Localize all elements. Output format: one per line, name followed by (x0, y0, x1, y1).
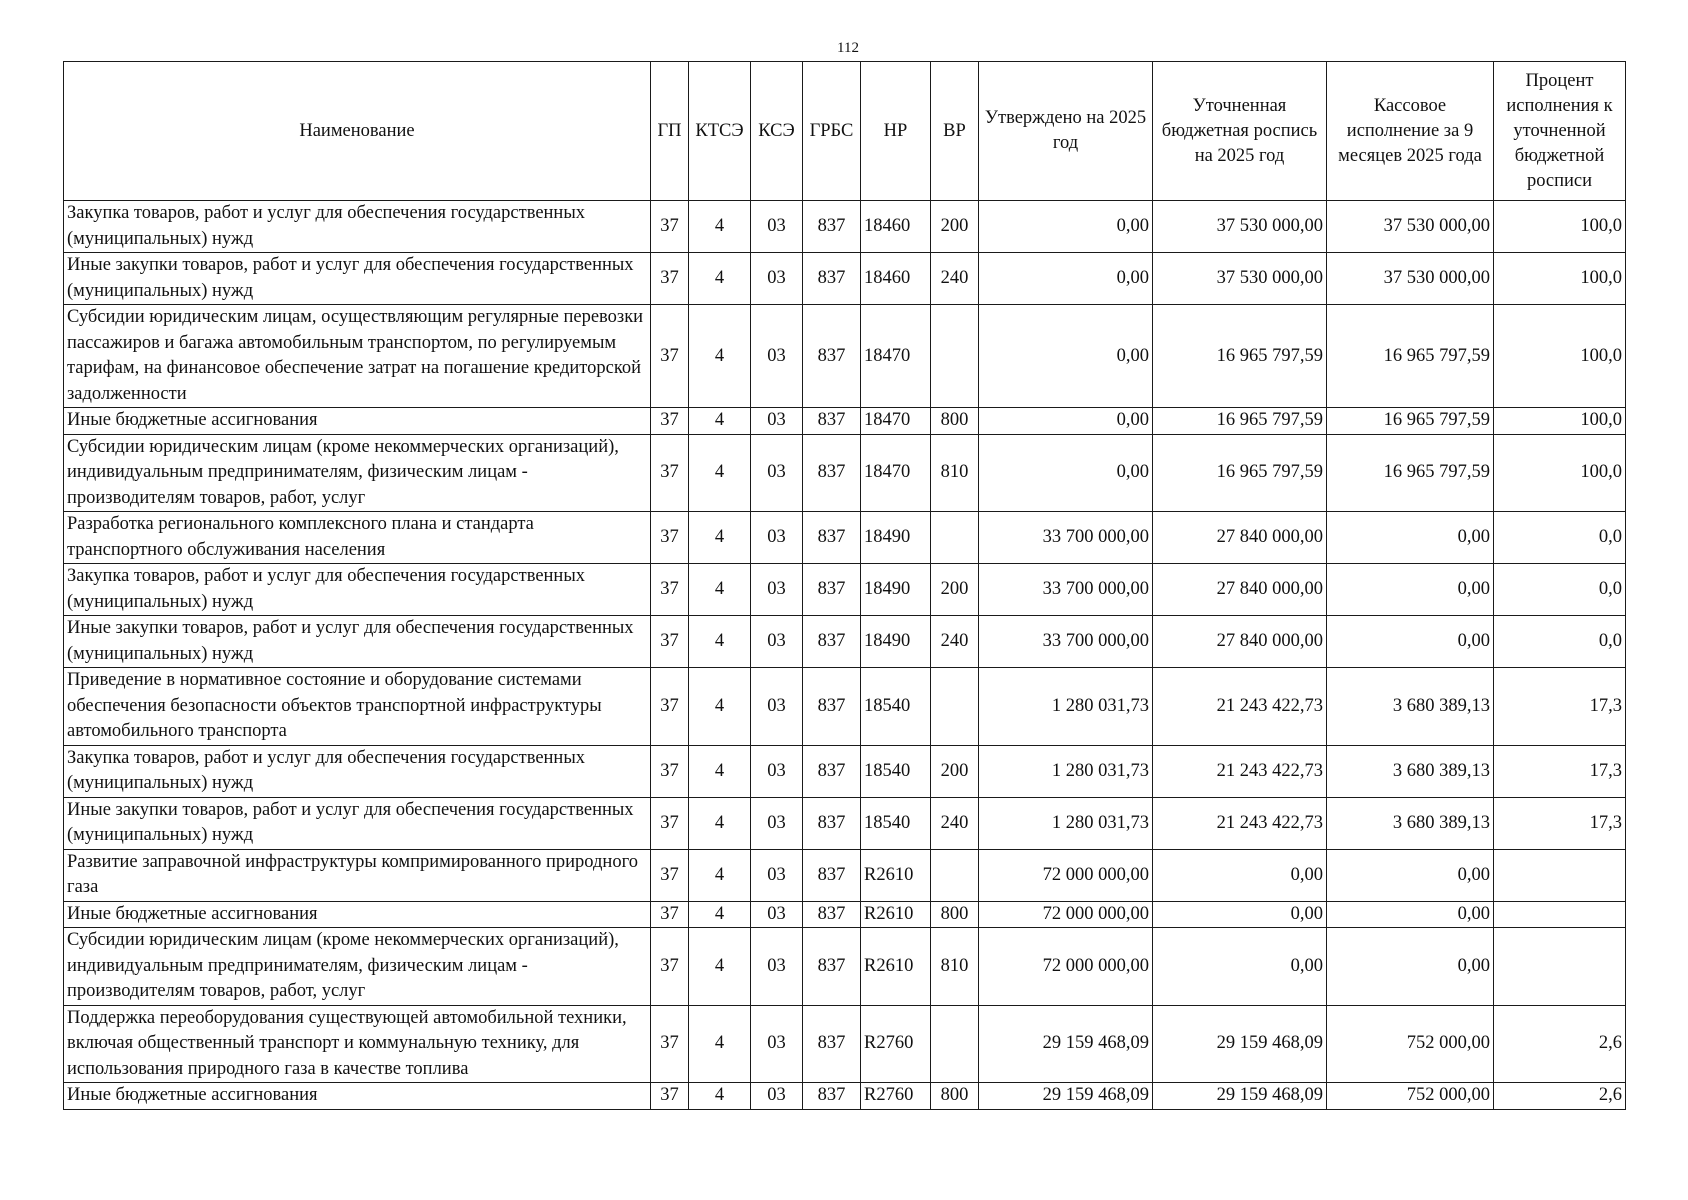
row-refined-cell: 0,00 (1153, 849, 1327, 901)
row-gp-cell: 37 (651, 797, 689, 849)
row-approved-cell: 0,00 (979, 201, 1153, 253)
row-kse-cell: 03 (751, 1083, 803, 1110)
row-refined-cell: 27 840 000,00 (1153, 512, 1327, 564)
table-row (64, 305, 1626, 408)
row-gp-cell: 37 (651, 745, 689, 797)
header-refined: Уточненная бюджетная роспись на 2025 год (1153, 62, 1327, 201)
row-nr-cell: 18490 (861, 564, 931, 616)
header-gp: ГП (651, 62, 689, 201)
row-name-cell: Субсидии юридическим лицам (кроме некоммерческих организаций), индивидуальным предпринимателям, физическим лицам - производителям товаров, работ, услуг (64, 434, 651, 512)
row-kse-cell: 03 (751, 901, 803, 928)
row-nr-cell: 18470 (861, 434, 931, 512)
row-cash-cell: 752 000,00 (1327, 1083, 1494, 1110)
row-refined-cell: 21 243 422,73 (1153, 668, 1327, 746)
table-row (64, 668, 1626, 746)
row-refined-cell: 0,00 (1153, 928, 1327, 1006)
row-approved-cell: 29 159 468,09 (979, 1083, 1153, 1110)
row-gp-cell: 37 (651, 305, 689, 408)
row-kse-cell: 03 (751, 616, 803, 668)
header-grbs: ГРБС (803, 62, 861, 201)
row-vr-cell (931, 849, 979, 901)
row-ktse-cell: 4 (689, 201, 751, 253)
row-ktse-cell: 4 (689, 745, 751, 797)
row-percent-cell: 100,0 (1494, 253, 1626, 305)
row-kse-cell: 03 (751, 564, 803, 616)
row-cash-cell: 37 530 000,00 (1327, 253, 1494, 305)
row-refined-cell: 29 159 468,09 (1153, 1083, 1327, 1110)
row-vr-cell (931, 668, 979, 746)
row-grbs-cell: 837 (803, 253, 861, 305)
row-grbs-cell: 837 (803, 849, 861, 901)
row-percent-cell: 2,6 (1494, 1005, 1626, 1083)
header-kse: КСЭ (751, 62, 803, 201)
row-approved-cell: 72 000 000,00 (979, 901, 1153, 928)
row-approved-cell: 72 000 000,00 (979, 928, 1153, 1006)
row-vr-cell: 240 (931, 616, 979, 668)
row-ktse-cell: 4 (689, 616, 751, 668)
row-nr-cell: 18540 (861, 797, 931, 849)
row-kse-cell: 03 (751, 797, 803, 849)
row-ktse-cell: 4 (689, 797, 751, 849)
row-gp-cell: 37 (651, 1005, 689, 1083)
table-row (64, 797, 1626, 849)
row-approved-cell: 0,00 (979, 253, 1153, 305)
row-percent-cell: 100,0 (1494, 408, 1626, 435)
row-kse-cell: 03 (751, 408, 803, 435)
row-nr-cell: R2610 (861, 849, 931, 901)
row-nr-cell: 18490 (861, 512, 931, 564)
budget-execution-table (63, 61, 1626, 1110)
row-vr-cell: 810 (931, 928, 979, 1006)
row-ktse-cell: 4 (689, 512, 751, 564)
header-nr: НР (861, 62, 931, 201)
row-kse-cell: 03 (751, 1005, 803, 1083)
row-name-cell: Развитие заправочной инфраструктуры компримированного природного газа (64, 849, 651, 901)
table-row (64, 512, 1626, 564)
row-ktse-cell: 4 (689, 849, 751, 901)
row-ktse-cell: 4 (689, 1083, 751, 1110)
row-approved-cell: 29 159 468,09 (979, 1005, 1153, 1083)
row-ktse-cell: 4 (689, 408, 751, 435)
row-grbs-cell: 837 (803, 305, 861, 408)
row-refined-cell: 27 840 000,00 (1153, 564, 1327, 616)
header-cash: Кассовое исполнение за 9 месяцев 2025 года (1327, 62, 1494, 201)
row-name-cell: Закупка товаров, работ и услуг для обеспечения государственных (муниципальных) нужд (64, 201, 651, 253)
table-row (64, 253, 1626, 305)
header-name: Наименование (64, 62, 651, 201)
row-name-cell: Поддержка переоборудования существующей автомобильной техники, включая общественный транспорт и коммунальную технику, для использования природного газа в качестве топлива (64, 1005, 651, 1083)
table-row (64, 928, 1626, 1006)
header-row (64, 62, 1626, 201)
table-row (64, 745, 1626, 797)
row-percent-cell: 17,3 (1494, 797, 1626, 849)
table-row (64, 1005, 1626, 1083)
row-approved-cell: 72 000 000,00 (979, 849, 1153, 901)
row-refined-cell: 16 965 797,59 (1153, 305, 1327, 408)
row-percent-cell (1494, 928, 1626, 1006)
row-percent-cell: 2,6 (1494, 1083, 1626, 1110)
row-gp-cell: 37 (651, 928, 689, 1006)
row-approved-cell: 33 700 000,00 (979, 564, 1153, 616)
table-row (64, 1083, 1626, 1110)
row-vr-cell (931, 305, 979, 408)
row-refined-cell: 21 243 422,73 (1153, 797, 1327, 849)
row-vr-cell: 200 (931, 564, 979, 616)
row-cash-cell: 16 965 797,59 (1327, 408, 1494, 435)
row-nr-cell: 18540 (861, 745, 931, 797)
row-grbs-cell: 837 (803, 512, 861, 564)
row-ktse-cell: 4 (689, 668, 751, 746)
row-grbs-cell: 837 (803, 928, 861, 1006)
row-ktse-cell: 4 (689, 564, 751, 616)
header-percent: Процент исполнения к уточненной бюджетной росписи (1494, 62, 1626, 201)
row-cash-cell: 37 530 000,00 (1327, 201, 1494, 253)
row-percent-cell: 0,0 (1494, 564, 1626, 616)
row-grbs-cell: 837 (803, 1005, 861, 1083)
row-approved-cell: 1 280 031,73 (979, 668, 1153, 746)
row-grbs-cell: 837 (803, 901, 861, 928)
row-name-cell: Закупка товаров, работ и услуг для обеспечения государственных (муниципальных) нужд (64, 745, 651, 797)
row-ktse-cell: 4 (689, 1005, 751, 1083)
row-cash-cell: 3 680 389,13 (1327, 797, 1494, 849)
row-vr-cell (931, 1005, 979, 1083)
row-name-cell: Субсидии юридическим лицам (кроме некоммерческих организаций), индивидуальным предпринимателям, физическим лицам - производителям товаров, работ, услуг (64, 928, 651, 1006)
row-gp-cell: 37 (651, 201, 689, 253)
row-nr-cell: R2610 (861, 928, 931, 1006)
row-gp-cell: 37 (651, 253, 689, 305)
row-nr-cell: 18470 (861, 305, 931, 408)
row-gp-cell: 37 (651, 668, 689, 746)
row-percent-cell: 0,0 (1494, 512, 1626, 564)
row-cash-cell: 0,00 (1327, 616, 1494, 668)
row-grbs-cell: 837 (803, 668, 861, 746)
table-row (64, 616, 1626, 668)
row-nr-cell: 18470 (861, 408, 931, 435)
row-name-cell: Приведение в нормативное состояние и оборудование системами обеспечения безопасности объектов транспортной инфраструктуры автомобильного транспорта (64, 668, 651, 746)
row-grbs-cell: 837 (803, 408, 861, 435)
row-cash-cell: 16 965 797,59 (1327, 305, 1494, 408)
row-grbs-cell: 837 (803, 1083, 861, 1110)
table-row (64, 434, 1626, 512)
row-approved-cell: 1 280 031,73 (979, 797, 1153, 849)
row-refined-cell: 16 965 797,59 (1153, 434, 1327, 512)
row-cash-cell: 0,00 (1327, 849, 1494, 901)
row-ktse-cell: 4 (689, 305, 751, 408)
row-nr-cell: 18460 (861, 201, 931, 253)
table-row (64, 408, 1626, 435)
row-percent-cell: 100,0 (1494, 201, 1626, 253)
row-gp-cell: 37 (651, 512, 689, 564)
row-gp-cell: 37 (651, 434, 689, 512)
header-vr: ВР (931, 62, 979, 201)
row-kse-cell: 03 (751, 305, 803, 408)
row-approved-cell: 0,00 (979, 434, 1153, 512)
row-cash-cell: 3 680 389,13 (1327, 668, 1494, 746)
row-percent-cell: 17,3 (1494, 668, 1626, 746)
row-percent-cell: 100,0 (1494, 305, 1626, 408)
row-vr-cell: 810 (931, 434, 979, 512)
row-vr-cell: 800 (931, 1083, 979, 1110)
row-approved-cell: 0,00 (979, 408, 1153, 435)
row-grbs-cell: 837 (803, 201, 861, 253)
row-cash-cell: 0,00 (1327, 928, 1494, 1006)
row-gp-cell: 37 (651, 564, 689, 616)
row-name-cell: Субсидии юридическим лицам, осуществляющим регулярные перевозки пассажиров и багажа автомобильным транспортом, по регулируемым тарифам, на финансовое обеспечение затрат на погашение кредиторской задолженности (64, 305, 651, 408)
row-kse-cell: 03 (751, 512, 803, 564)
row-name-cell: Иные закупки товаров, работ и услуг для обеспечения государственных (муниципальных) нужд (64, 616, 651, 668)
row-vr-cell: 200 (931, 745, 979, 797)
row-nr-cell: R2760 (861, 1005, 931, 1083)
row-name-cell: Иные закупки товаров, работ и услуг для обеспечения государственных (муниципальных) нужд (64, 253, 651, 305)
table-body (64, 201, 1626, 1110)
row-approved-cell: 33 700 000,00 (979, 616, 1153, 668)
row-kse-cell: 03 (751, 928, 803, 1006)
row-vr-cell: 240 (931, 253, 979, 305)
row-vr-cell: 240 (931, 797, 979, 849)
row-name-cell: Закупка товаров, работ и услуг для обеспечения государственных (муниципальных) нужд (64, 564, 651, 616)
row-kse-cell: 03 (751, 201, 803, 253)
header-ktse: КТСЭ (689, 62, 751, 201)
row-grbs-cell: 837 (803, 564, 861, 616)
row-cash-cell: 0,00 (1327, 512, 1494, 564)
row-refined-cell: 21 243 422,73 (1153, 745, 1327, 797)
row-refined-cell: 16 965 797,59 (1153, 408, 1327, 435)
row-refined-cell: 37 530 000,00 (1153, 253, 1327, 305)
header-approved: Утверждено на 2025 год (979, 62, 1153, 201)
row-kse-cell: 03 (751, 849, 803, 901)
row-cash-cell: 0,00 (1327, 901, 1494, 928)
row-nr-cell: 18460 (861, 253, 931, 305)
table-row (64, 901, 1626, 928)
row-refined-cell: 37 530 000,00 (1153, 201, 1327, 253)
row-cash-cell: 3 680 389,13 (1327, 745, 1494, 797)
row-gp-cell: 37 (651, 849, 689, 901)
row-kse-cell: 03 (751, 745, 803, 797)
row-grbs-cell: 837 (803, 616, 861, 668)
row-name-cell: Иные бюджетные ассигнования (64, 1083, 651, 1110)
row-ktse-cell: 4 (689, 928, 751, 1006)
row-refined-cell: 27 840 000,00 (1153, 616, 1327, 668)
row-refined-cell: 29 159 468,09 (1153, 1005, 1327, 1083)
row-gp-cell: 37 (651, 1083, 689, 1110)
row-vr-cell: 800 (931, 408, 979, 435)
row-nr-cell: R2760 (861, 1083, 931, 1110)
row-percent-cell: 100,0 (1494, 434, 1626, 512)
row-refined-cell: 0,00 (1153, 901, 1327, 928)
row-grbs-cell: 837 (803, 745, 861, 797)
row-kse-cell: 03 (751, 253, 803, 305)
row-cash-cell: 0,00 (1327, 564, 1494, 616)
row-approved-cell: 0,00 (979, 305, 1153, 408)
table-row (64, 201, 1626, 253)
row-percent-cell (1494, 849, 1626, 901)
row-name-cell: Иные бюджетные ассигнования (64, 901, 651, 928)
table-row (64, 849, 1626, 901)
row-cash-cell: 16 965 797,59 (1327, 434, 1494, 512)
row-grbs-cell: 837 (803, 434, 861, 512)
row-name-cell: Разработка регионального комплексного плана и стандарта транспортного обслуживания населения (64, 512, 651, 564)
row-name-cell: Иные закупки товаров, работ и услуг для обеспечения государственных (муниципальных) нужд (64, 797, 651, 849)
table-row (64, 564, 1626, 616)
row-percent-cell (1494, 901, 1626, 928)
row-ktse-cell: 4 (689, 901, 751, 928)
row-vr-cell (931, 512, 979, 564)
row-approved-cell: 33 700 000,00 (979, 512, 1153, 564)
row-nr-cell: 18490 (861, 616, 931, 668)
row-approved-cell: 1 280 031,73 (979, 745, 1153, 797)
row-percent-cell: 17,3 (1494, 745, 1626, 797)
row-gp-cell: 37 (651, 616, 689, 668)
row-ktse-cell: 4 (689, 253, 751, 305)
row-nr-cell: R2610 (861, 901, 931, 928)
row-vr-cell: 200 (931, 201, 979, 253)
row-gp-cell: 37 (651, 408, 689, 435)
row-vr-cell: 800 (931, 901, 979, 928)
row-cash-cell: 752 000,00 (1327, 1005, 1494, 1083)
row-nr-cell: 18540 (861, 668, 931, 746)
row-percent-cell: 0,0 (1494, 616, 1626, 668)
row-grbs-cell: 837 (803, 797, 861, 849)
page-number: 112 (837, 40, 859, 56)
row-kse-cell: 03 (751, 434, 803, 512)
row-ktse-cell: 4 (689, 434, 751, 512)
row-kse-cell: 03 (751, 668, 803, 746)
row-gp-cell: 37 (651, 901, 689, 928)
row-name-cell: Иные бюджетные ассигнования (64, 408, 651, 435)
